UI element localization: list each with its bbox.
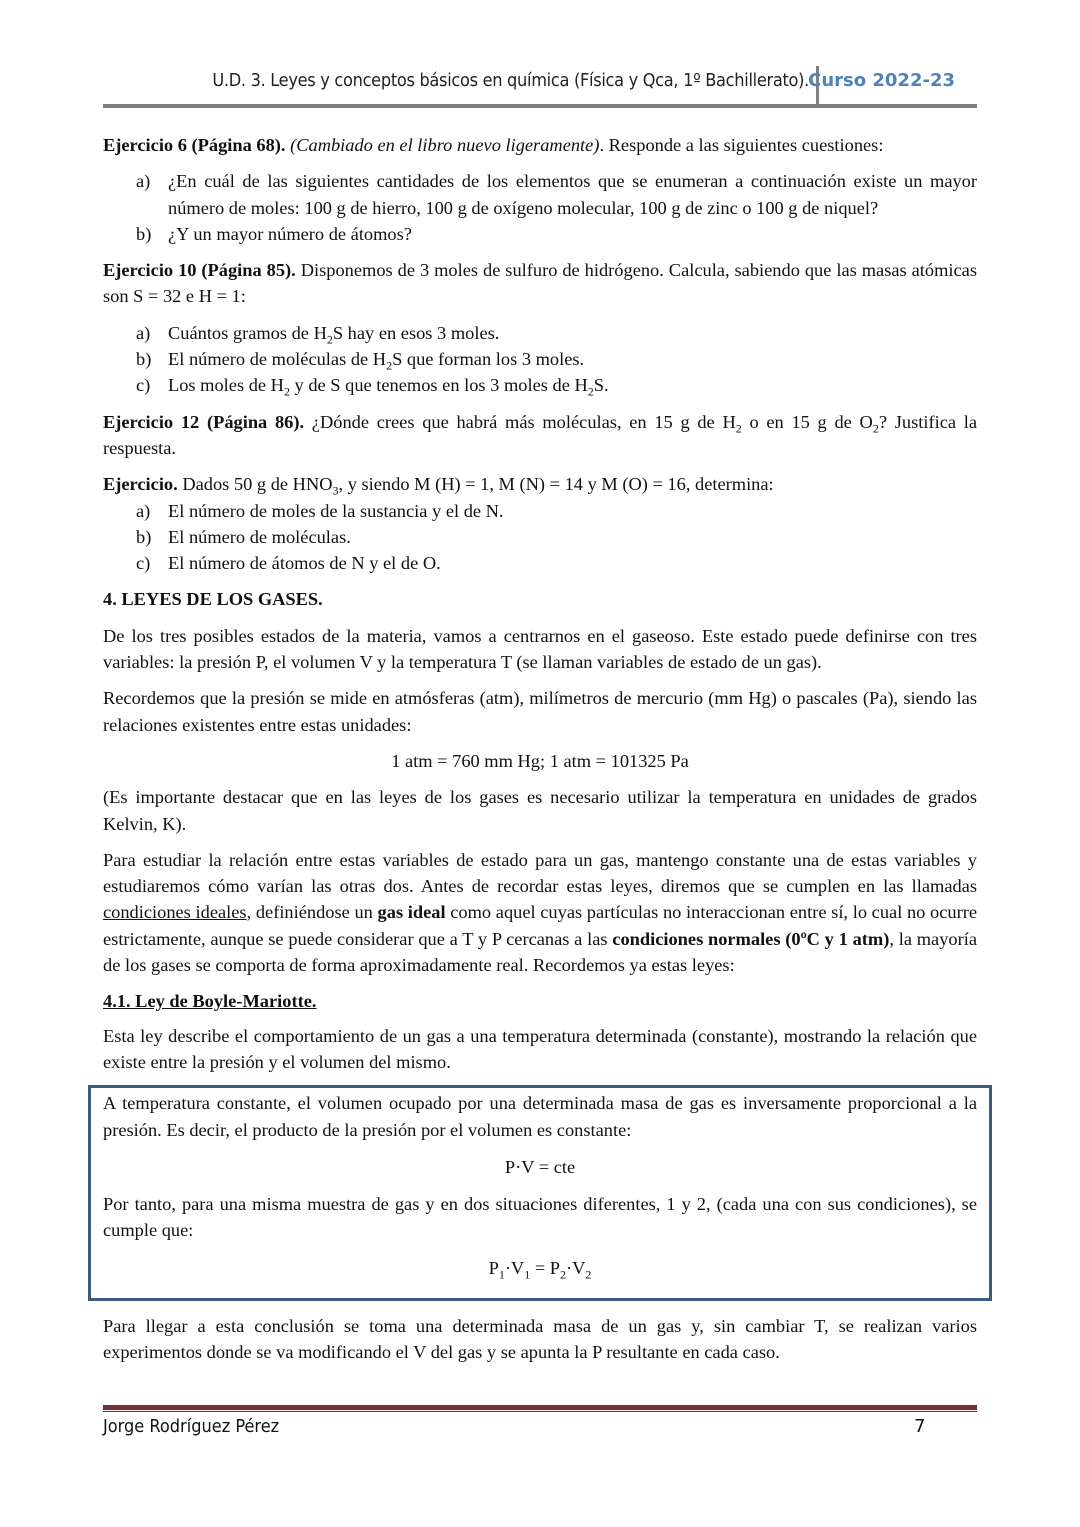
- paragraph: [103, 1313, 977, 1366]
- text-run: 1 atm = 760 mm Hg; 1 atm = 101325 Pa: [391, 750, 689, 771]
- subscript: 1: [498, 1267, 505, 1282]
- text-run: El número de moles de la sustancia y el de N.: [168, 500, 504, 521]
- exercise-list: [103, 320, 977, 399]
- header-rule: [103, 104, 977, 108]
- underlined-text: condiciones ideales: [103, 902, 247, 923]
- text-run: 4.1. Ley de Boyle-Mariotte.: [103, 991, 317, 1012]
- text-run: y de S que tenemos en los 3 moles de H: [289, 375, 588, 396]
- text-run: A temperatura constante, el volumen ocupado por una determinada masa de gas es inversamente proporcional a la presión. Es decir, el producto de la presión por el volumen es constante:: [103, 1093, 977, 1140]
- text-run: Para estudiar la relación entre estas variables de estado para un gas, mantengo constante una de estas variables y estudiaremos cómo varían las otras dos. Antes de recordar estas leyes, diremos que se cumplen en las llamadas: [103, 849, 977, 897]
- footer-author: Jorge Rodríguez Pérez: [103, 1416, 280, 1437]
- paragraph: [103, 257, 977, 310]
- paragraph: [103, 471, 977, 497]
- bold-text: Ejercicio 10 (Página 85).: [103, 260, 296, 281]
- footer-rule: [103, 1405, 977, 1410]
- text-run: , y siendo M (H) = 1, M (N) = 14 y M (O) = 16, determina:: [338, 474, 774, 495]
- text-run: El número de moléculas de H: [168, 349, 387, 370]
- paragraph: [103, 409, 977, 462]
- text-run: S que forman los 3 moles.: [392, 349, 585, 370]
- bold-text: condiciones normales (0ºC y 1 atm): [612, 928, 890, 949]
- text-run: Para llegar a esta conclusión se toma una determinada masa de un gas y, sin cambiar T, se realizan varios experimentos donde se va modificando el V del gas y se apunta la P resultante en cada caso.: [103, 1315, 977, 1363]
- subscript: 1: [524, 1267, 531, 1282]
- list-item: [103, 372, 977, 398]
- law-statement-box: [88, 1085, 992, 1301]
- subscript: 2: [585, 1267, 592, 1282]
- paragraph: [103, 847, 977, 978]
- text-run: P: [488, 1257, 499, 1278]
- subsection-heading: [103, 988, 977, 1014]
- paragraph: [103, 1191, 977, 1244]
- text-run: .: [599, 135, 605, 155]
- list-item: [103, 524, 977, 550]
- page-header: [103, 66, 977, 106]
- text-run: ·V: [566, 1257, 586, 1278]
- section-heading: [103, 586, 977, 612]
- list-label: b): [136, 349, 152, 370]
- list-item: [103, 221, 977, 247]
- text-run: Por tanto, para una misma muestra de gas y en dos situaciones diferentes, 1 y 2, (cada una con sus condiciones), se cumple que:: [103, 1194, 977, 1241]
- header-course: Curso 2022-23: [808, 70, 955, 91]
- subscript: 2: [735, 421, 742, 436]
- text-run: S.: [593, 375, 609, 396]
- subscript: 2: [283, 385, 290, 400]
- subscript: 2: [386, 358, 393, 373]
- bold-text: Ejercicio 12 (Página 86).: [103, 411, 305, 432]
- text-run: El número de átomos de N y el de O.: [168, 553, 441, 574]
- text-run: Responde a las siguientes cuestiones:: [604, 135, 884, 155]
- text-run: S hay en esos 3 moles.: [332, 322, 500, 343]
- paragraph: [103, 1090, 977, 1143]
- list-label: b): [136, 526, 152, 547]
- paragraph: [103, 132, 977, 158]
- text-run: (Es importante destacar que en las leyes de los gases es necesario utilizar la temperatura en unidades de grados Kelvin, K).: [103, 787, 977, 834]
- formula: [103, 748, 977, 774]
- text-run: Disponemos de 3 moles de sulfuro de hidrógeno. Calcula, sabiendo que las masas atómicas son S = 32 e H = 1:: [103, 260, 978, 307]
- list-item: [103, 320, 977, 346]
- text-run: ¿Dónde crees que habrá más moléculas, en 15 g de H: [304, 411, 736, 432]
- text-run: Dados 50 g de HNO: [177, 474, 333, 495]
- list-label: a): [136, 500, 151, 521]
- text-run: Los moles de H: [168, 375, 284, 396]
- list-item: [103, 168, 977, 221]
- text-run: ¿En cuál de las siguientes cantidades de los elementos que se enumeran a continuación existe un mayor número de moles: 100 g de hierro, 100 g de oxígeno molecular, 100 g de zinc o 100 g de niquel?: [168, 171, 977, 218]
- document-body: [103, 132, 977, 1376]
- formula: [103, 1154, 977, 1180]
- formula: [103, 1255, 977, 1281]
- text-run: P·V = cte: [504, 1156, 576, 1177]
- list-item: [103, 346, 977, 372]
- paragraph: [103, 1023, 977, 1076]
- subscript: 2: [872, 421, 879, 436]
- paragraph: [103, 685, 977, 738]
- text-run: De los tres posibles estados de la materia, vamos a centrarnos en el gaseoso. Este estado puede definirse con tres variables: la presión P, el volumen V y la temperatura T (se llaman variables de estado de un gas).: [103, 625, 977, 673]
- text-run: Recordemos que la presión se mide en atmósferas (atm), milímetros de mercurio (mm Hg) o pascales (Pa), siendo las relaciones existentes entre estas unidades:: [103, 688, 977, 735]
- list-label: c): [136, 375, 151, 396]
- bold-text: Ejercicio.: [103, 474, 178, 495]
- text-run: ? Justifica la respuesta.: [103, 411, 978, 458]
- subscript: 2: [587, 385, 594, 400]
- exercise-list: [103, 498, 977, 577]
- paragraph: [103, 784, 977, 837]
- exercise-list: [103, 168, 977, 247]
- subscript: 3: [332, 483, 339, 498]
- list-label: b): [136, 223, 152, 244]
- text-run: o en 15 g de O: [741, 411, 873, 432]
- list-item: [103, 550, 977, 576]
- text-run: , la mayoría de los gases se comporta de forma aproximadamente real. Recordemos ya estas leyes:: [103, 928, 977, 976]
- paragraph: [103, 623, 977, 676]
- list-label: a): [136, 322, 151, 343]
- text-run: ¿Y un mayor número de átomos?: [168, 223, 412, 244]
- bold-text: gas ideal: [377, 902, 446, 923]
- subscript: 2: [560, 1267, 567, 1282]
- bold-text: Ejercicio 6 (Página 68).: [103, 135, 291, 155]
- list-label: a): [136, 171, 151, 192]
- text-run: como aquel cuyas partículas no interaccionan entre sí, lo cual no ocurre estrictamente, aunque se puede considerar que a T y P cercanas a las: [103, 902, 978, 949]
- header-title: U.D. 3. Leyes y conceptos básicos en química (Física y Qca, 1º Bachillerato).: [212, 70, 809, 91]
- text-run: = P: [530, 1257, 561, 1278]
- italic-text: (Cambiado en el libro nuevo ligeramente): [290, 135, 600, 155]
- list-label: c): [136, 553, 151, 574]
- text-run: El número de moléculas.: [168, 526, 351, 547]
- text-run: ·V: [504, 1257, 525, 1278]
- text-run: Cuántos gramos de H: [168, 322, 327, 343]
- text-run: Esta ley describe el comportamiento de un gas a una temperatura determinada (constante), mostrando la relación que existe entre la presión y el volumen del mismo.: [103, 1025, 977, 1072]
- footer-rule-thin: [103, 1411, 977, 1412]
- subscript: 2: [326, 332, 333, 347]
- page-number: 7: [914, 1416, 926, 1437]
- text-run: 4. LEYES DE LOS GASES.: [103, 589, 323, 610]
- list-item: [103, 498, 977, 524]
- text-run: , definiéndose un: [246, 902, 378, 923]
